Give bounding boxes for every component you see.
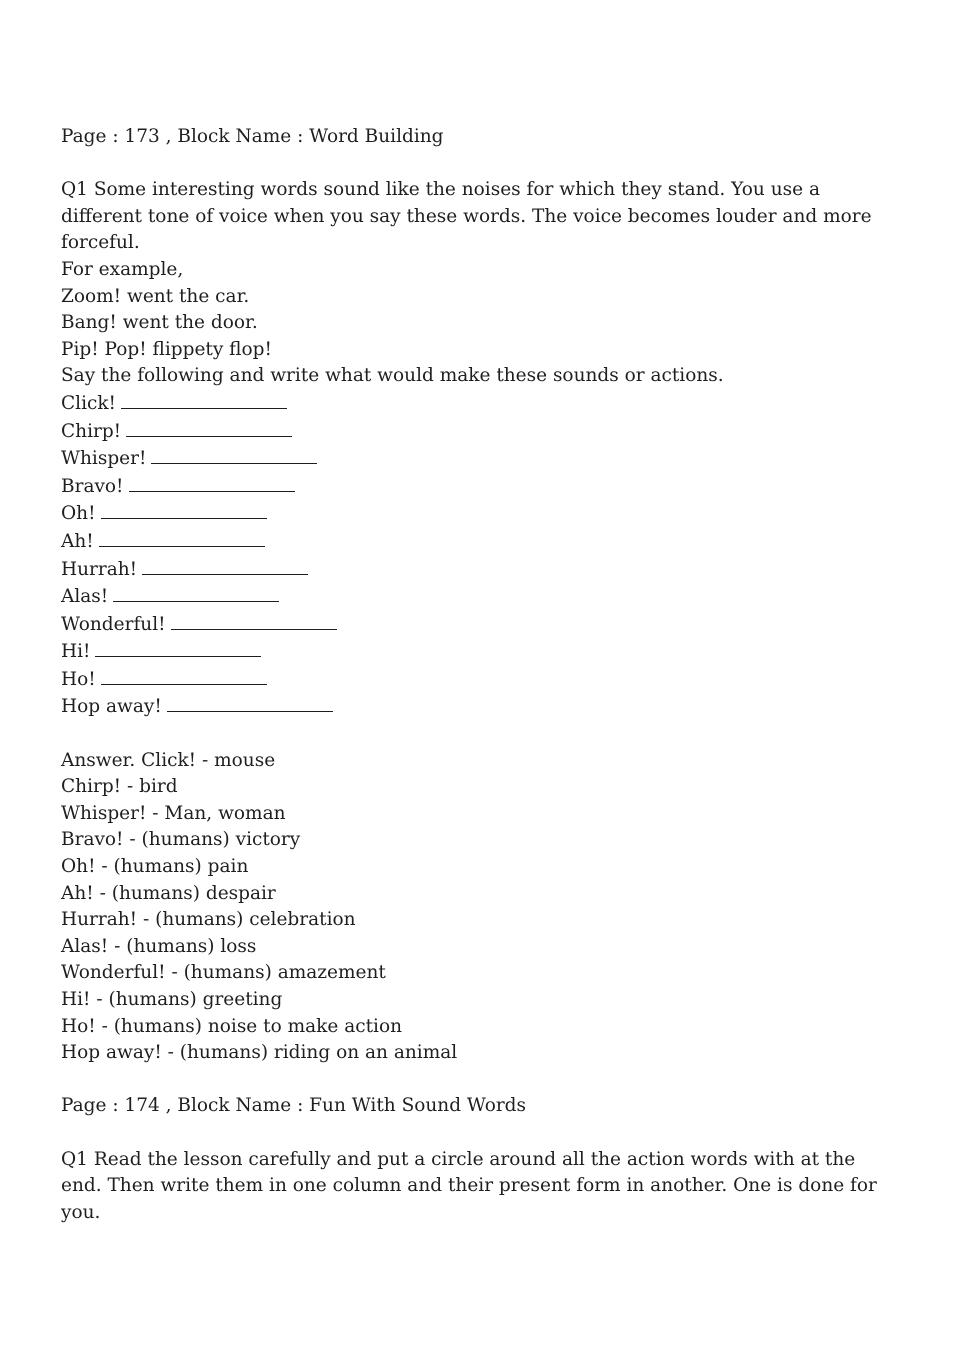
answer-line: Hi! - (humans) greeting [61,989,283,1010]
prompt-line [61,390,901,418]
answer-blank [101,500,267,519]
question-text: Q1 Some interesting words sound like the noises for which they stand. You use a different tone of voice when you say these words. The voice becomes louder and more forceful. [61,179,872,254]
prompt-line [61,638,901,666]
prompt-word: Whisper! [61,448,147,470]
answer-blank [121,390,287,409]
answer-line: Oh! - (humans) pain [61,856,249,878]
document-page [61,124,901,1226]
spacer [61,721,901,748]
answer-blank [151,445,317,464]
answer-line: Ho! - (humans) noise to make action [61,1015,402,1037]
prompt-word: Hi! [61,641,91,663]
prompt-line [61,473,901,501]
spacer [61,1067,901,1094]
answer-line: Alas! - (humans) loss [61,935,257,957]
prompt-line [61,556,901,584]
answer-blank [167,693,333,712]
prompt-word: Wonderful! [61,613,166,635]
prompt-word: Ho! [61,668,96,690]
prompt-line [61,528,901,556]
question-text: Q1 Read the lesson carefully and put a circle around all the action words with at the end. Then write them in one column and their present form in another. One is done for you. [61,1148,877,1223]
prompt-word: Oh! [61,503,96,525]
prompt-line [61,500,901,528]
answer-blank [99,528,265,547]
answer-blank [126,418,292,437]
instruction-line: Say the following and write what would make these sounds or actions. [61,365,724,387]
prompt-line [61,666,901,694]
prompt-word: Hurrah! [61,558,138,580]
section-header: Page : 173 , Block Name : Word Building [61,126,444,147]
section-header: Page : 174 , Block Name : Fun With Sound Words [61,1095,527,1117]
answer-blank [113,583,279,602]
answer-line: Whisper! - Man, woman [61,802,286,824]
answer-line: Hop away! - (humans) riding on an animal [61,1042,458,1064]
prompt-line [61,418,901,446]
example-line: Zoom! went the car. [61,285,250,307]
answer-line: Bravo! - (humans) victory [61,829,301,851]
prompt-word: Hop away! [61,696,162,718]
answer-blank [171,611,337,630]
prompt-line [61,611,901,639]
answer-line: Wonderful! - (humans) amazement [61,962,386,984]
example-line: Pip! Pop! flippety flop! [61,338,272,360]
answer-line: Chirp! - bird [61,776,178,798]
answer-line: Ah! - (humans) despair [61,882,276,904]
example-line: Bang! went the door. [61,312,258,334]
prompt-line [61,583,901,611]
prompt-word: Ah! [61,530,94,552]
prompt-line [61,693,901,721]
answer-blank [101,666,267,685]
answer-blank [95,638,261,657]
prompt-word: Chirp! [61,420,122,442]
answer-blank [129,473,295,492]
prompt-word: Bravo! [61,475,124,497]
prompt-word: Alas! [61,586,109,608]
spacer [61,1120,901,1147]
spacer [61,151,901,178]
prompt-word: Click! [61,392,116,414]
example-line: For example, [61,258,184,280]
answer-line: Hurrah! - (humans) celebration [61,909,356,931]
prompt-line [61,445,901,473]
answer-blank [142,556,308,575]
answer-line: Answer. Click! - mouse [61,749,276,771]
